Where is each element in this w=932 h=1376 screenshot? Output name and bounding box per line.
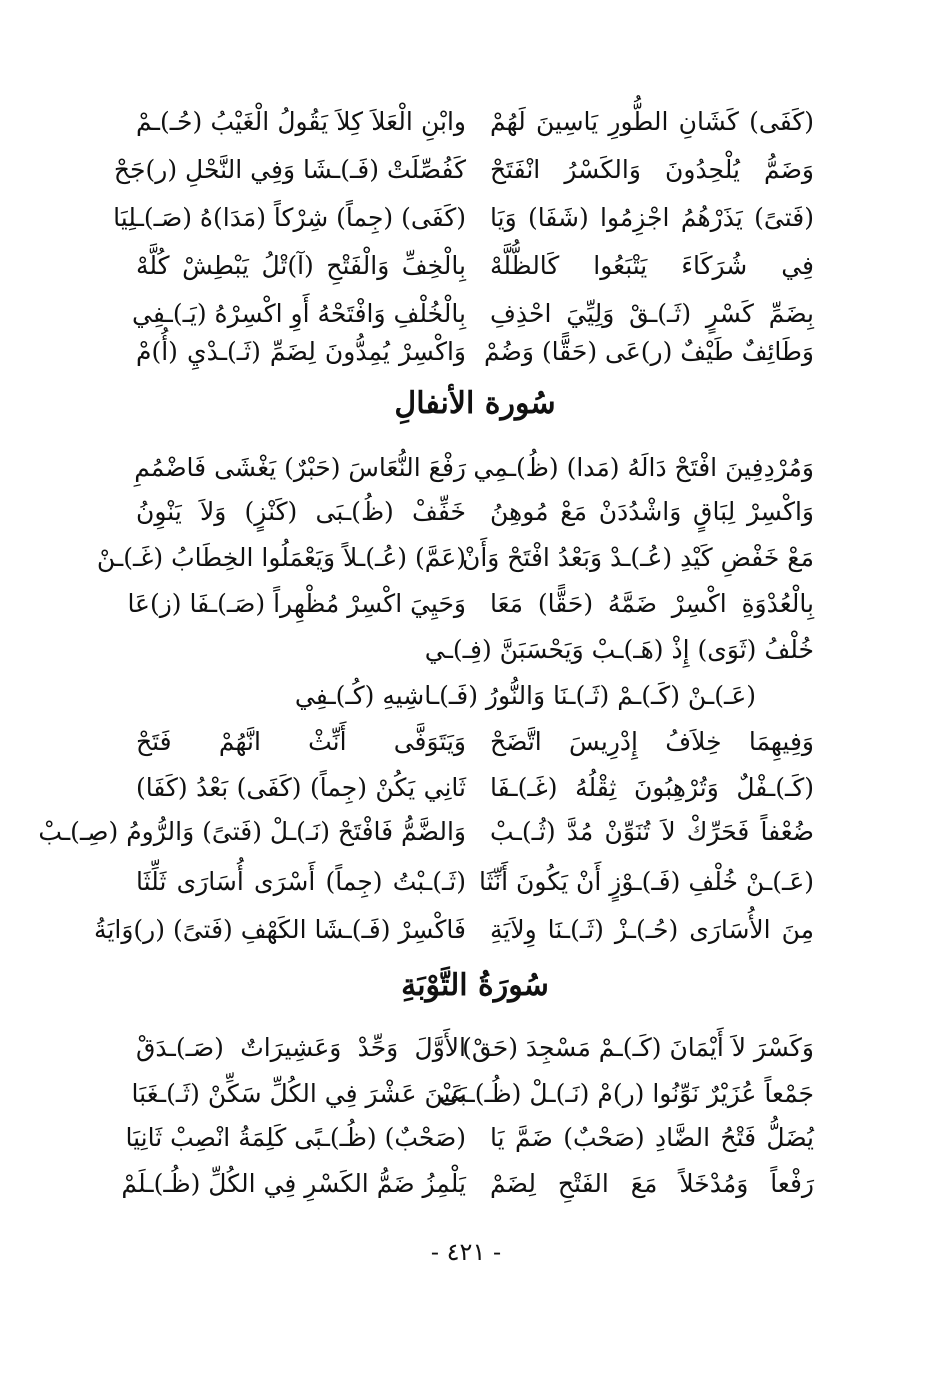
- verse-hemistich-right: يُضَلُّ فَتْحُ الضَّادِ (صَحْبٌ) ضَمَّ يَا: [490, 1123, 814, 1152]
- verse-hemistich-right: جَمْعاً عُزَيْرٌ نَوِّنُوا (ر)مْ (نَـ)ـلْ (ظُـ)ـبَى: [438, 1079, 814, 1108]
- verse-hemistich-right: وَطَائِفٌ طَيْفٌ (ر)عَى (حَقًّا) وَضُمْ: [483, 337, 814, 366]
- verse-hemistich-right: (عَـ)ـنْ خُلْفِ (فَـ)ـوْزٍ أَنْ يَكُونَ أَنِّثَا: [479, 867, 814, 896]
- verse-hemistich-left: وَاكْسِرْ يُمِدُّونَ لِضَمِّ (ثَـ)ـدْيِ (أُ)مْ: [136, 337, 466, 366]
- verse-hemistich-right: وَمُرْدِفِينَ افْتَحْ دَالَهُ (مَدا) (ظُ)ـمِي: [473, 453, 814, 482]
- verse-hemistich-right: فِي شُرَكَاءَ يَتْبَعُوا كَالظُّلَّهْ: [490, 251, 814, 280]
- verse-hemistich-right: وَكَسْرَ لاَ أَيْمَانَ (كَـ)ـمْ مَسْجِدَ (حَقْ): [462, 1033, 814, 1062]
- verse-hemistich-right: رَفْعاً وَمُدْخَلاً مَعَ الفَتْحِ لِضَمْ: [490, 1169, 814, 1198]
- verse-hemistich-right: (كَفَى) كَشَانِ الطُّورِ يَاسِينَ لَهُمْ: [490, 107, 814, 136]
- verse-hemistich-left: (ثَـ)ـبْتُ (جِماً) أَسْرَى أُسَارَى ثَلِّثَا: [136, 867, 466, 896]
- verse-hemistich-left: (عَمَّ) (عُـ)ـلاً وَيَعْمَلُوا الخِطَابُ (غَـ)ـنْ: [96, 543, 466, 572]
- verse-hemistich-right: (فَتىً) يَذَرْهُمُ اجْزِمُوا (شَفَا) وَيَا: [490, 203, 814, 232]
- verse-hemistich-left: ثَانِي يَكُنْ (جِماً) (كَفَى) بَعْدُ (كَفَا): [136, 773, 466, 802]
- verse-full-line: خُلْفُ (ثَوَى) إِذْ (هَـ)ـبْ وَيَحْسَبَنَّ (فِـ)ـي: [424, 635, 814, 664]
- verse-hemistich-left: وَيَتَوَفَّى أَنِّثْ انَّهُمْ فَتَحْ: [136, 727, 466, 756]
- verse-hemistich-right: وَاكْسِرْ لِبَاقٍ وَاشْدُدَنْ مَعْ مُوهِنُ: [490, 497, 814, 526]
- verse-hemistich-right: (كَـ)ـفْلٌ وَتُرْهِبُونَ ثِقْلُهُ (غَـ)ـفَا: [490, 773, 814, 802]
- verse-hemistich-left: الأَوَّلَ وَحِّدْ وَعَشِيرَاتٌ (صَـ)ـدَقْ: [136, 1033, 466, 1062]
- verse-hemistich-right: ضُعْفاً فَحَرِّكْ لاَ تُنَوِّنْ مُدَّ (ثُـ)ـبْ: [490, 817, 814, 846]
- verse-hemistich-right: وَضَمُّ يُلْحِدُونَ وَالكَسْرُ انْفَتَحْ: [490, 155, 814, 184]
- page-number: - ٤٢١ -: [430, 1238, 502, 1266]
- verse-full-line: (عَـ)ـنْ (كَـ)ـمْ (ثَـ)ـنَا وَالنُّورُ (فَـ)ـاشِيهِ (كُـ)ـفِي: [294, 681, 756, 710]
- verse-hemistich-right: مِنَ الأُسَارَى (حُـ)ـزْ (ثَـ)ـنَا وِلاَيَةِ: [490, 915, 814, 944]
- verse-hemistich-left: وَحَيِيَ اكْسِرْ مُظْهِراً (صَـ)ـفَا (ز)عَا: [127, 589, 466, 618]
- verse-hemistich-left: بِالْخُلْفِ وَافْتَحْهُ أَوِ اكْسِرْهُ (يَـ)ـفِي: [132, 299, 466, 328]
- verse-hemistich-left: (كَفَى) (جِماً) شِرْكاً (مَدَا)هُ (صَـ)ـلِيَا: [113, 203, 466, 232]
- verse-hemistich-left: كَفُصِّلَتْ (فَـ)ـشَا وَفِي النَّحْلِ (ر)جَحْ: [113, 155, 466, 184]
- surah-title-tawbah: سُورَةُ التَّوْبَةِ: [401, 968, 549, 1003]
- verse-hemistich-left: يَلْمِزُ ضَمُّ الكَسْرِ فِي الكُلِّ (ظُـ)ـلَمْ: [121, 1169, 466, 1198]
- verse-hemistich-left: بِالْخِفِّ وَالْفَتْحِ (آ)تْلُ يَبْطِشْ كُلَّهْ: [136, 251, 466, 280]
- verse-hemistich-left: فَاكْسِرْ (فَـ)ـشَا الكَهْفِ (فَتىً) (ر)وَايَةُ: [94, 915, 466, 944]
- verse-hemistich-right: وَفِيهِمَا خِلاَفُ إِدْرِيسَ اتَّضَحْ: [490, 727, 814, 756]
- verse-hemistich-left: وَالضَّمُّ فَافْتَحْ (نَـ)ـلْ (فَتىً) وَالرُّومُ (صِـ)ـبْ: [38, 817, 466, 846]
- verse-hemistich-right: مَعْ خَفْضِ كَيْدِ (عُـ)ـدْ وَبَعْدُ افْتَحْ وَأَنْ: [461, 543, 814, 572]
- verse-hemistich-left: وابْنِ الْعَلاَ كِلاَ يَقُولُ الْغَيْبُ (حُـ)ـمْ: [136, 107, 466, 136]
- surah-title-anfal: سُورة الأنفالِ: [394, 386, 556, 421]
- verse-hemistich-right: بِضَمِّ كَسْرٍ (ثَـ)ـقْ وَلِيِّيَ احْذِفِ: [490, 299, 814, 328]
- verse-hemistich-left: عَيْنَ عَشْرَ فِي الكُلِّ سَكِّنْ (ثَـ)ـغَبَا: [131, 1079, 466, 1108]
- verse-hemistich-left: خَفِّفْ (ظُ)ـبَى (كَنْزٍ) وَلاَ يَنْوِنُ: [136, 497, 466, 526]
- verse-hemistich-left: (صَحْبٌ) (ظُـ)ـبًى كَلِمَةُ انْصِبْ ثَانِيَا: [125, 1123, 466, 1152]
- verse-hemistich-right: بِالْعُدْوَةِ اكْسِرْ ضَمَّهُ (حَقًّا) مَعَا: [490, 589, 814, 618]
- verse-hemistich-left: رَفْعَ النُّعَاسَ (حَبْرٌ) يَغْشَى فَاضْمُمِ: [134, 453, 466, 482]
